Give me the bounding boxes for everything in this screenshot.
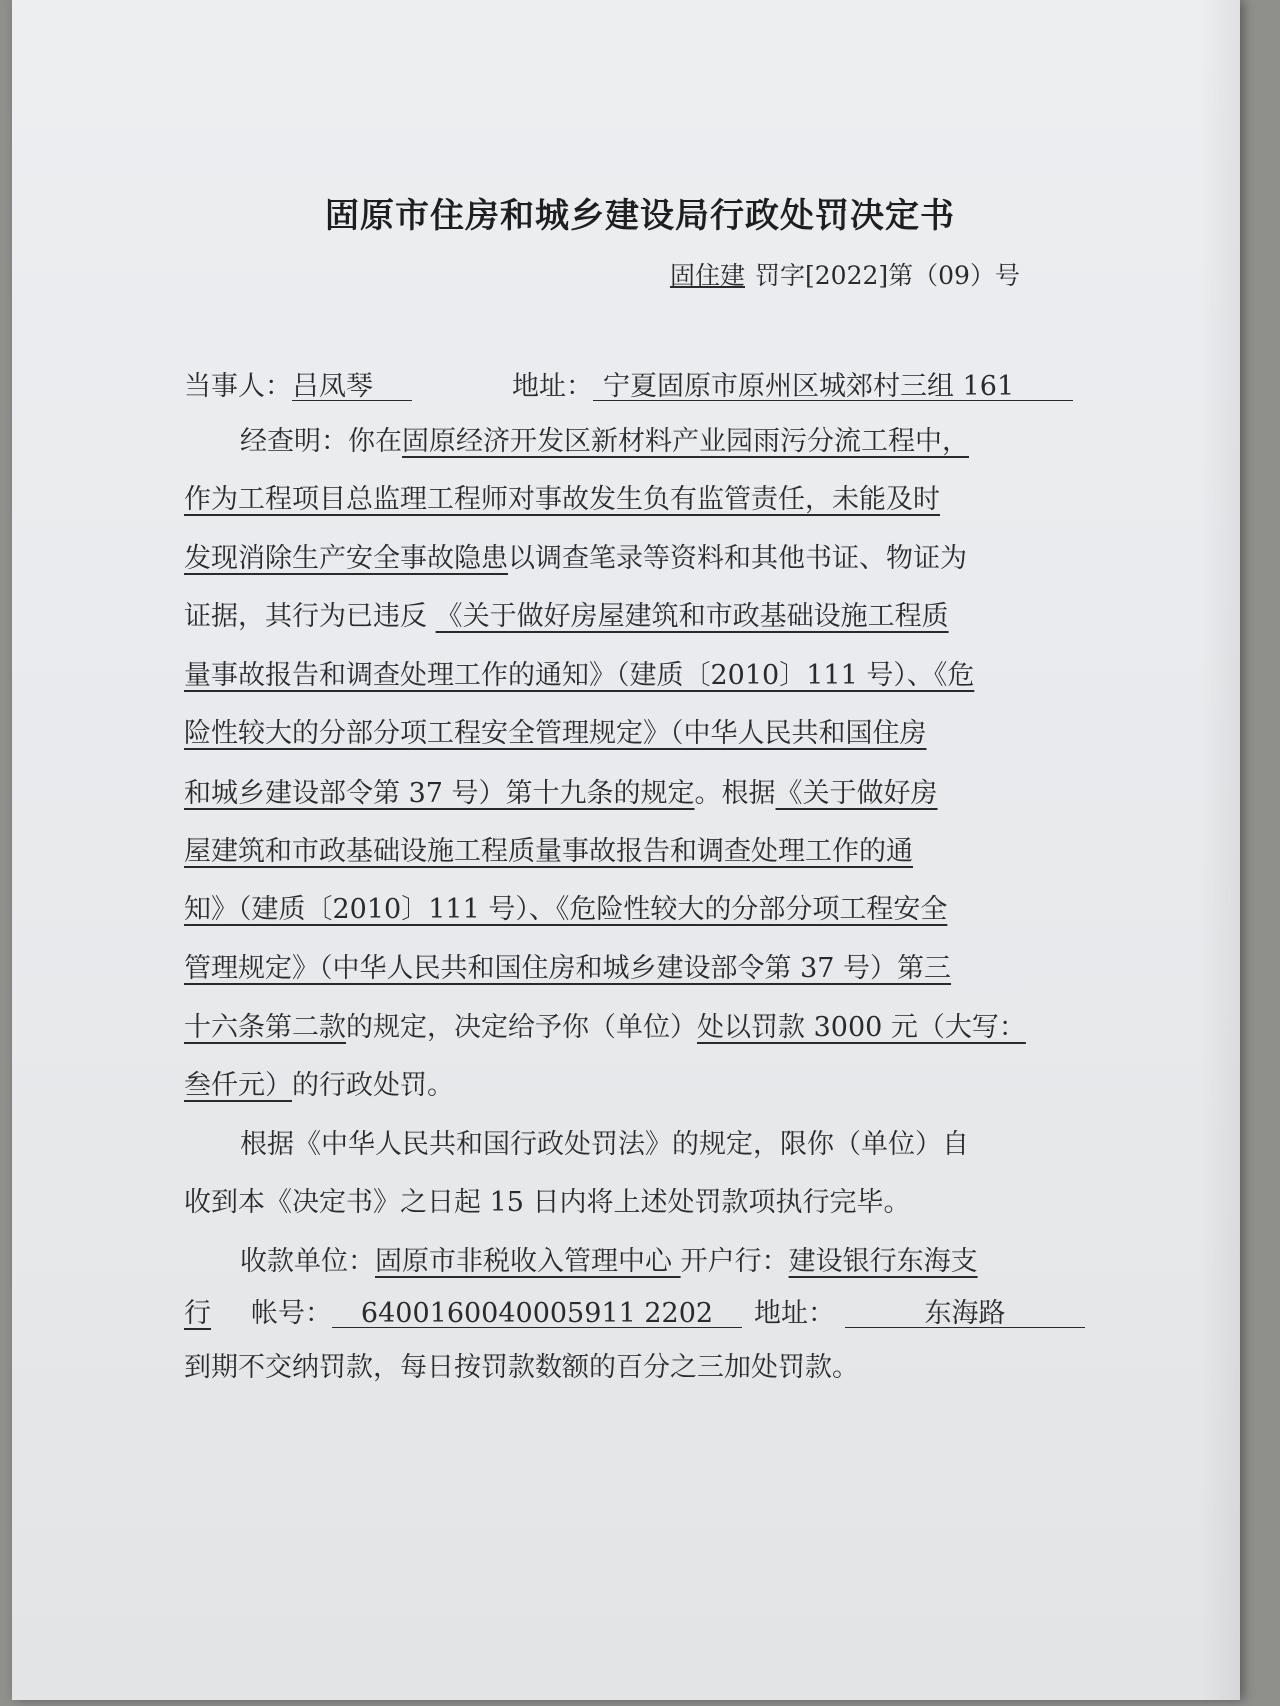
underlined-text: 量事故报告和调查处理工作的通知》（建质〔2010〕111 号）、《危	[184, 660, 975, 691]
body-text-segment: 的行政处罚。	[292, 1070, 454, 1101]
body-line	[240, 1131, 969, 1158]
underlined-text: 险性较大的分部分项工程安全管理规定》（中华人民共和国住房	[184, 718, 927, 749]
body-text-segment: 的规定，决定给予你（单位）	[346, 1012, 697, 1043]
underlined-text: 发现消除生产安全事故隐患	[184, 543, 508, 574]
underlined-text: 《关于做好房屋建筑和市政基础设施工程质	[435, 601, 949, 632]
document-number	[660, 256, 1020, 292]
underlined-text: 处以罚款 3000 元（大写：	[697, 1012, 1026, 1043]
underlined-text: 十六条第二款	[184, 1012, 346, 1043]
body-text-segment: 。根据	[694, 778, 776, 809]
payment-address-label: 地址：	[754, 1298, 835, 1329]
party-line	[184, 373, 1073, 401]
payment-line	[184, 1300, 1085, 1328]
underlined-text: 知》（建质〔2010〕111 号）、《危险性较大的分部分项工程安全	[184, 894, 948, 925]
document-page	[12, 0, 1240, 1700]
document-number-org: 固住建	[670, 261, 746, 290]
account-number: 6400160040005911 2202	[332, 1300, 742, 1328]
address-label: 地址：	[512, 371, 593, 402]
body-line	[184, 1189, 911, 1216]
underlined-text: 《关于做好房	[775, 778, 938, 809]
body-line	[184, 662, 974, 689]
account-label: 帐号：	[251, 1298, 332, 1329]
body-text-segment: 开户行：	[680, 1246, 789, 1277]
closing-line: 到期不交纳罚款，每日按罚款数额的百分之三加处罚款。	[184, 1352, 859, 1383]
body-text-segment: 根据《中华人民共和国行政处罚法》的规定，限你（单位）自	[240, 1129, 969, 1160]
bank-name-cont: 行	[184, 1298, 211, 1329]
body-line	[240, 428, 969, 455]
body-line	[184, 720, 927, 747]
party-label: 当事人：	[184, 371, 292, 402]
body-text-segment: 收款单位：	[240, 1246, 375, 1277]
body-line	[184, 1014, 1026, 1041]
body-line	[184, 1072, 454, 1099]
underlined-text: 屋建筑和市政基础设施工程质量事故报告和调查处理工作的通	[184, 836, 913, 867]
payment-address: 东海路	[845, 1300, 1085, 1328]
body-line	[184, 955, 951, 982]
body-text-segment: 收到本《决定书》之日起 15 日内将上述处罚款项执行完毕。	[184, 1187, 911, 1218]
body-line	[240, 1248, 978, 1275]
body-line	[184, 486, 940, 513]
underlined-text: 管理规定》（中华人民共和国住房和城乡建设部令第 37 号）第三	[184, 953, 952, 984]
body-text-segment: 经查明：你在	[240, 426, 402, 457]
underlined-text: 固原市非税收入管理中心	[375, 1246, 681, 1277]
body-text-segment: 证据，其行为已违反	[184, 601, 436, 632]
document-title: 固原市住房和城乡建设局行政处罚决定书	[325, 196, 955, 236]
underlined-text: 固原经济开发区新材料产业园雨污分流工程中，	[402, 426, 969, 457]
underlined-text: 和城乡建设部令第 37 号）第十九条的规定	[184, 778, 695, 809]
body-line	[184, 838, 913, 865]
document-number-rest: 罚字[2022]第（09）号	[755, 261, 1020, 290]
body-text-segment: 以调查笔录等资料和其他书证、物证为	[508, 543, 967, 574]
body-line	[184, 896, 947, 923]
party-name: 吕凤琴	[292, 373, 412, 401]
underlined-text: 建设银行东海支	[788, 1246, 978, 1277]
page-edge-shadow	[1200, 0, 1240, 1700]
body-line	[184, 603, 949, 630]
underlined-text: 叁仟元）	[184, 1070, 292, 1101]
underlined-text: 作为工程项目总监理工程师对事故发生负有监管责任，未能及时	[184, 484, 940, 515]
body-line	[184, 780, 938, 807]
party-address: 宁夏固原市原州区城郊村三组 161	[593, 373, 1073, 401]
body-line	[184, 545, 967, 572]
